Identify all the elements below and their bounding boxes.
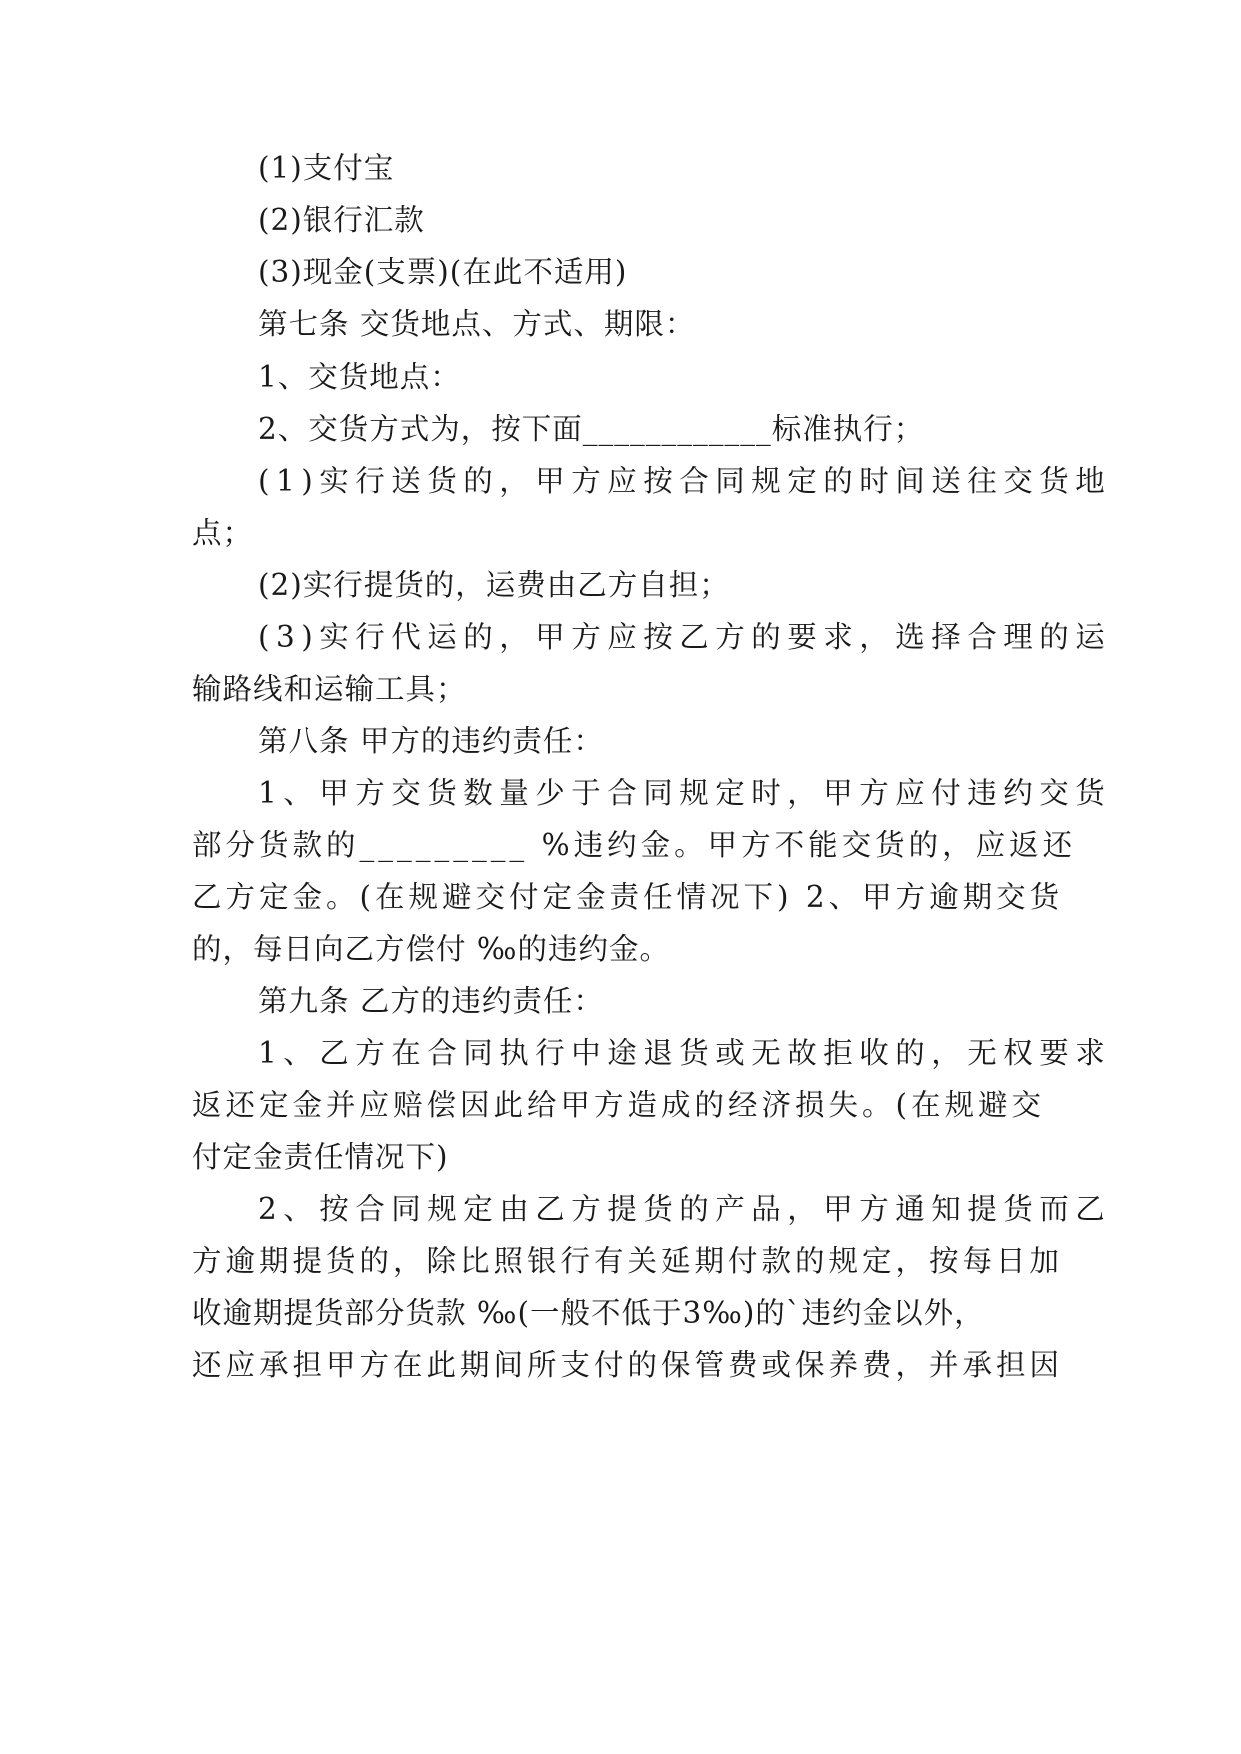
paragraph-line: 1、乙方在合同执行中途退货或无故拒收的，无权要求 <box>258 1036 1112 1070</box>
paragraph-line: (1)实行送货的，甲方应按合同规定的时间送往交货地 <box>258 464 1112 498</box>
payment-option-cash: (3)现金(支票)(在此不适用) <box>258 255 628 289</box>
article-9-heading: 第九条 乙方的违约责任： <box>258 984 604 1018</box>
paragraph-line: 付定金责任情况下) <box>192 1140 449 1174</box>
paragraph-line: 输路线和运输工具； <box>192 672 467 706</box>
paragraph-line: (2)实行提货的，运费由乙方自担； <box>258 568 730 602</box>
paragraph-line: 收逾期提货部分货款 ‰(一般不低于3‰)的`违约金以外， <box>192 1296 985 1330</box>
paragraph-line: 乙方定金。(在规避交付定金责任情况下) 2、甲方逾期交货 <box>192 880 1064 914</box>
paragraph-line: 部分货款的_________ %违约金。甲方不能交货的，应返还 <box>192 828 1077 862</box>
paragraph-line: 返还定金并应赔偿因此给甲方造成的经济损失。(在规避交 <box>192 1088 1046 1122</box>
paragraph-line: (3)实行代运的，甲方应按乙方的要求，选择合理的运 <box>258 620 1112 654</box>
article-8-heading: 第八条 甲方的违约责任： <box>258 724 604 758</box>
payment-option-alipay: (1)支付宝 <box>258 151 395 185</box>
payment-option-bank-transfer: (2)银行汇款 <box>258 203 425 237</box>
article-7-heading: 第七条 交货地点、方式、期限： <box>258 307 696 341</box>
delivery-method: 2、交货方式为，按下面____________标准执行； <box>258 412 925 446</box>
paragraph-line: 的，每日向乙方偿付 ‰的违约金。 <box>192 932 670 966</box>
delivery-location: 1、交货地点： <box>258 360 461 394</box>
paragraph-line: 1、甲方交货数量少于合同规定时，甲方应付违约交货 <box>258 776 1112 810</box>
paragraph-line: 点； <box>192 516 254 550</box>
paragraph-line: 还应承担甲方在此期间所支付的保管费或保养费，并承担因 <box>192 1348 1064 1382</box>
paragraph-line: 2、按合同规定由乙方提货的产品，甲方通知提货而乙 <box>258 1192 1112 1226</box>
paragraph-line: 方逾期提货的，除比照银行有关延期付款的规定，按每日加 <box>192 1244 1064 1278</box>
